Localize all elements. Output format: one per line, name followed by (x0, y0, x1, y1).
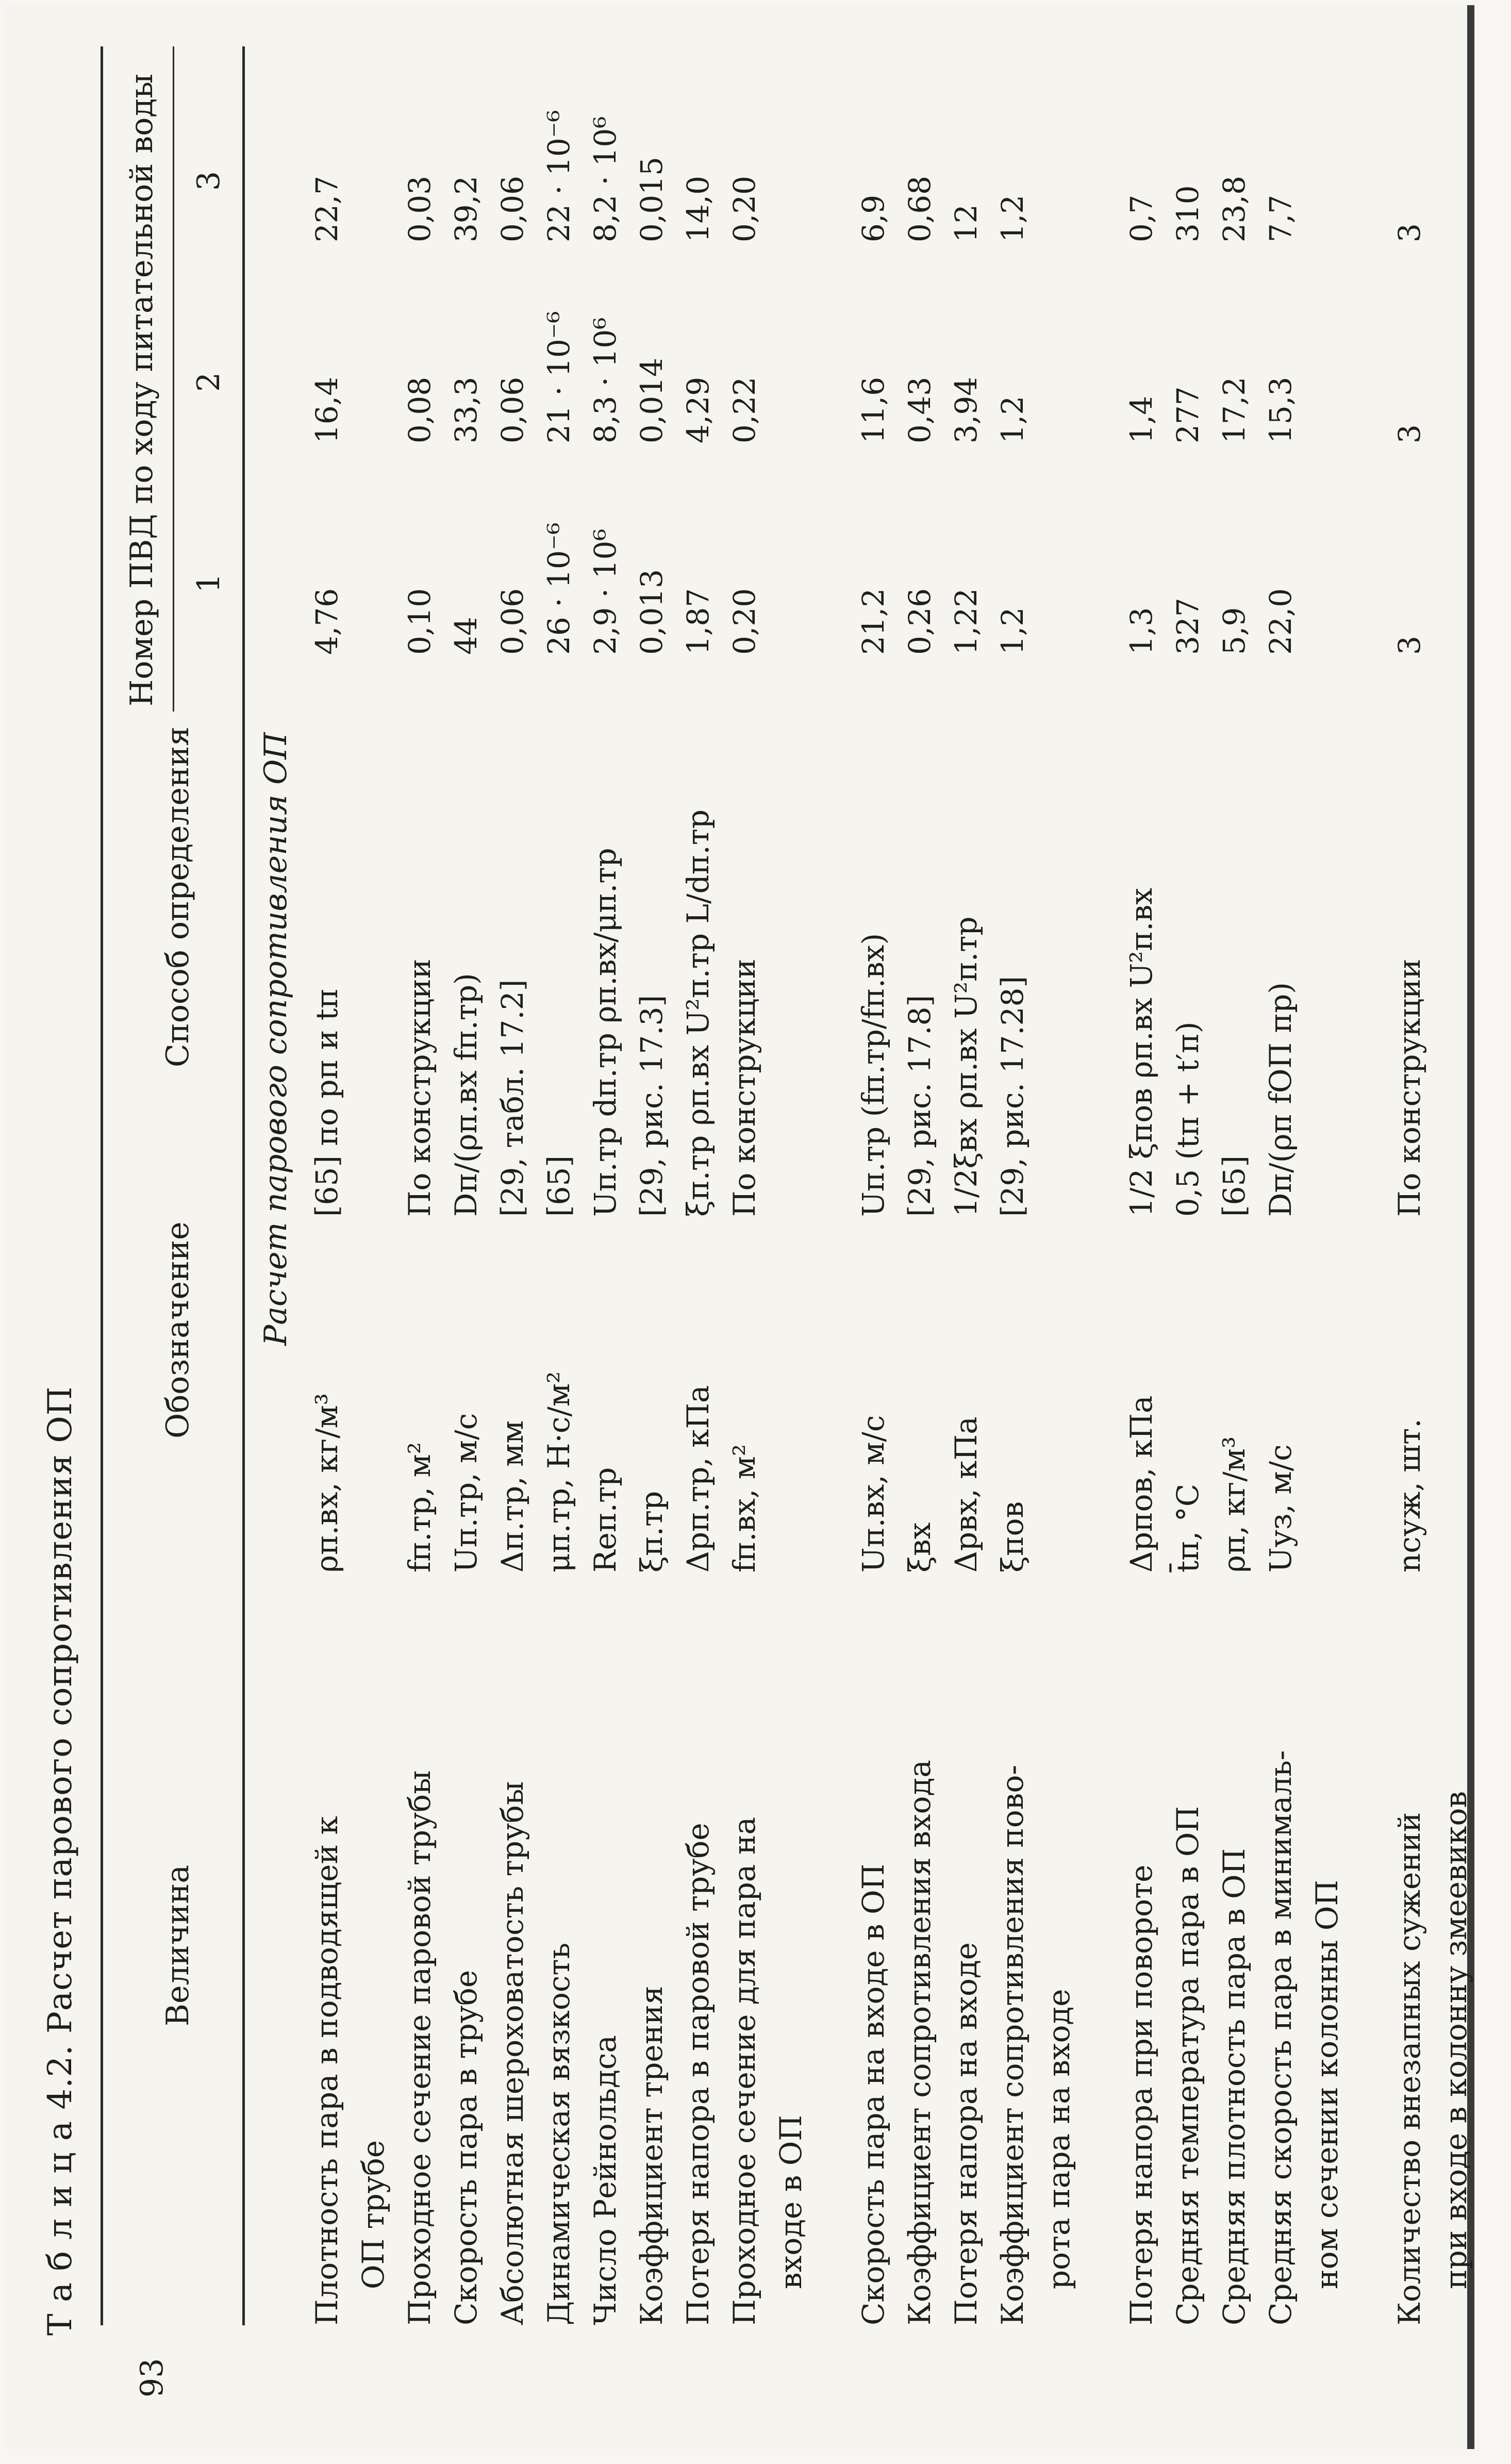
method-cell: По конструкции (727, 958, 762, 1217)
value-pvd2-cell: 0,08 (402, 376, 437, 443)
quantity-cell-continuation: ОП трубе (356, 2140, 391, 2289)
quantity-cell: Потеря напора на входе (949, 1942, 984, 2325)
quantity-cell-continuation: при входе в колонну змеевиков (1438, 1791, 1473, 2289)
quantity-cell: Коэффициент сопротивления входа (902, 1760, 937, 2325)
value-pvd2-cell: 277 (1170, 386, 1205, 443)
quantity-cell: Скорость пара на входе в ОП (856, 1863, 891, 2325)
value-pvd1-cell: 21,2 (856, 588, 891, 655)
method-cell: По конструкции (1392, 958, 1427, 1217)
value-pvd3-cell: 14,0 (680, 175, 716, 242)
header-col-3: 3 (191, 171, 227, 191)
value-pvd1-cell: 2,9 · 10⁶ (588, 528, 623, 655)
value-pvd2-cell: 4,29 (680, 376, 716, 443)
value-pvd2-cell: 1,4 (1124, 395, 1159, 443)
symbol-cell: fп.вх, м² (727, 1444, 762, 1573)
symbol-cell: Uп.вх, м/с (856, 1415, 891, 1573)
symbol-cell: Δп.тр, мм (495, 1420, 530, 1573)
quantity-cell: Коэффициент сопротивления пово- (995, 1765, 1030, 2325)
value-pvd3-cell: 0,68 (902, 175, 937, 242)
header-col-1: 1 (191, 573, 227, 593)
method-cell: Dп/(ρп fОП пр) (1263, 982, 1298, 1217)
symbol-cell: Uп.тр, м/с (449, 1413, 484, 1573)
value-pvd2-cell: 1,2 (995, 395, 1030, 443)
method-cell: [65] (541, 1155, 576, 1217)
value-pvd1-cell: 0,10 (402, 588, 437, 655)
value-pvd3-cell: 310 (1170, 185, 1205, 242)
method-cell: [29, рис. 17.8] (902, 995, 937, 1217)
header-symbol: Обозначение (160, 1221, 196, 1438)
value-pvd2-cell: 3 (1392, 424, 1427, 443)
quantity-cell: Количество внезапных сужений (1392, 1812, 1427, 2325)
value-pvd1-cell: 0,26 (902, 588, 937, 655)
value-pvd1-cell: 1,22 (949, 588, 984, 655)
value-pvd3-cell: 3 (1392, 223, 1427, 242)
method-cell: Uп.тр (fп.тр/fп.вх) (856, 933, 891, 1217)
header-method: Способ определения (160, 726, 196, 1067)
method-cell: [65] по pп и tп (309, 988, 344, 1217)
value-pvd2-cell: 8,3 · 10⁶ (588, 317, 623, 443)
value-pvd2-cell: 3,94 (949, 376, 984, 443)
value-pvd1-cell: 327 (1170, 598, 1205, 655)
value-pvd3-cell: 8,2 · 10⁶ (588, 116, 623, 242)
quantity-cell: Потеря напора при повороте (1124, 1864, 1159, 2325)
method-cell: [29, табл. 17.2] (495, 979, 530, 1217)
header-quantity: Величина (160, 1864, 196, 2026)
value-pvd1-cell: 4,76 (309, 588, 344, 655)
value-pvd3-cell: 39,2 (449, 175, 484, 242)
symbol-cell: ξвх (902, 1522, 937, 1573)
book-page (5, 5, 1474, 2449)
quantity-cell: Плотность пара в подводящей к (309, 1816, 344, 2325)
value-pvd1-cell: 26 · 10⁻⁶ (541, 522, 576, 655)
table-top-rule (101, 46, 103, 2325)
value-pvd2-cell: 15,3 (1263, 376, 1298, 443)
value-pvd3-cell: 12 (949, 204, 984, 242)
quantity-cell: Потеря напора в паровой трубе (680, 1823, 716, 2325)
symbol-cell: fп.тр, м² (402, 1442, 437, 1573)
value-pvd1-cell: 0,013 (634, 569, 669, 655)
value-pvd2-cell: 0,22 (727, 376, 762, 443)
method-cell: 0,5 (tп + t′п) (1170, 1021, 1205, 1217)
symbol-cell: ξпов (995, 1501, 1030, 1573)
symbol-cell: Uуз, м/с (1263, 1444, 1298, 1573)
value-pvd2-cell: 11,6 (856, 376, 891, 443)
value-pvd3-cell: 22,7 (309, 175, 344, 242)
value-pvd1-cell: 1,3 (1124, 607, 1159, 655)
value-pvd2-cell: 0,014 (634, 357, 669, 443)
value-pvd3-cell: 0,015 (634, 156, 669, 242)
value-pvd3-cell: 7,7 (1263, 194, 1298, 242)
value-pvd1-cell: 44 (449, 617, 484, 655)
table-caption: Т а б л и ц а 4.2. Расчет парового сопротивления ОП (41, 1386, 79, 2336)
method-cell: [29, рис. 17.3] (634, 995, 669, 1217)
method-cell: [65] (1217, 1155, 1252, 1217)
value-pvd2-cell: 33,3 (449, 376, 484, 443)
value-pvd3-cell: 23,8 (1217, 175, 1252, 242)
symbol-cell: ρп, кг/м³ (1217, 1436, 1252, 1573)
method-cell: Dп/(ρп.вх fп.тр) (449, 973, 484, 1217)
quantity-cell: Проходное сечение паровой трубы (402, 1770, 437, 2325)
method-cell: По конструкции (402, 958, 437, 1217)
value-pvd3-cell: 6,9 (856, 194, 891, 242)
quantity-cell: Средняя температура пара в ОП (1170, 1806, 1205, 2325)
symbol-cell: ρп.вх, кг/м³ (309, 1393, 344, 1573)
value-pvd3-cell: 0,03 (402, 175, 437, 242)
value-pvd3-cell: 1,2 (995, 194, 1030, 242)
symbol-cell: t̄п, °С (1170, 1483, 1205, 1573)
value-pvd2-cell: 0,06 (495, 376, 530, 443)
page-number: 93 (134, 2358, 170, 2397)
quantity-cell: Динамическая вязкость (541, 1942, 576, 2325)
header-pvd-group: Номер ПВД по ходу питательной воды (124, 73, 160, 706)
symbol-cell: μп.тр, Н·с/м² (541, 1371, 576, 1573)
value-pvd1-cell: 1,2 (995, 607, 1030, 655)
value-pvd2-cell: 21 · 10⁻⁶ (541, 311, 576, 443)
method-cell: [29, рис. 17.28] (995, 975, 1030, 1217)
header-bottom-rule (242, 46, 245, 2325)
symbol-cell: Δpпов, кПа (1124, 1395, 1159, 1573)
value-pvd1-cell: 0,20 (727, 588, 762, 655)
quantity-cell: Средняя скорость пара в минималь- (1263, 1750, 1298, 2325)
symbol-cell: nсуж, шт. (1392, 1418, 1427, 1573)
method-cell: 1/2 ξпов ρп.вх U²п.вх (1124, 888, 1159, 1217)
value-pvd1-cell: 0,06 (495, 588, 530, 655)
value-pvd1-cell: 22,0 (1263, 588, 1298, 655)
quantity-cell-continuation: ном сечении колонны ОП (1309, 1880, 1344, 2289)
symbol-cell: Δpвх, кПа (949, 1416, 984, 1573)
value-pvd3-cell: 0,7 (1124, 194, 1159, 242)
quantity-cell: Абсолютная шероховатость трубы (495, 1781, 530, 2325)
quantity-cell: Проходное сечение для пара на (727, 1816, 762, 2325)
value-pvd2-cell: 0,43 (902, 376, 937, 443)
symbol-cell: ξп.тр (634, 1491, 669, 1573)
quantity-cell: Коэффициент трения (634, 1986, 669, 2325)
value-pvd3-cell: 0,20 (727, 175, 762, 242)
symbol-cell: Reп.тр (588, 1467, 623, 1573)
header-col-2: 2 (191, 372, 227, 392)
value-pvd1-cell: 1,87 (680, 588, 716, 655)
value-pvd3-cell: 0,06 (495, 175, 530, 242)
value-pvd1-cell: 5,9 (1217, 607, 1252, 655)
value-pvd3-cell: 22 · 10⁻⁶ (541, 110, 576, 242)
quantity-cell: Средняя плотность пара в ОП (1217, 1848, 1252, 2325)
value-pvd2-cell: 17,2 (1217, 376, 1252, 443)
symbol-cell: Δpп.тр, кПа (680, 1385, 716, 1573)
value-pvd1-cell: 3 (1392, 636, 1427, 655)
section-title: Расчет парового сопротивления ОП (258, 732, 294, 1346)
header-group-rule (173, 46, 174, 712)
quantity-cell: Скорость пара в трубе (449, 1970, 484, 2325)
rotated-page-content (5, 5, 1473, 2428)
value-pvd2-cell: 16,4 (309, 376, 344, 443)
method-cell: 1/2ξвх ρп.вх U²п.тр (949, 916, 984, 1217)
quantity-cell-continuation: рота пара на входе (1041, 1989, 1076, 2289)
method-cell: Uп.тр dп.тр ρп.вх/μп.тр (588, 848, 623, 1217)
quantity-cell: Число Рейнольдса (588, 2035, 623, 2325)
quantity-cell-continuation: входе в ОП (773, 2115, 808, 2289)
method-cell: ξп.тр ρп.вх U²п.тр L/dп.тр (680, 809, 716, 1217)
